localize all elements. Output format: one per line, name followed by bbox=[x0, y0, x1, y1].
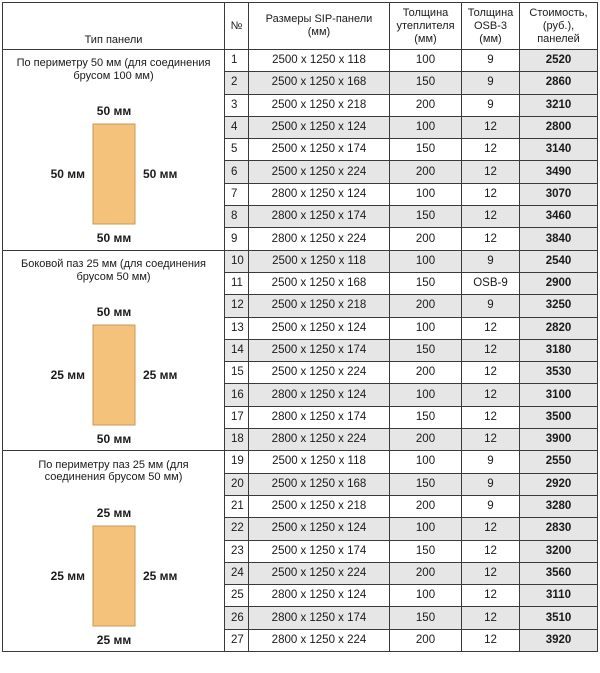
cell-panel-size: 2800 x 1250 x 124 bbox=[249, 183, 390, 205]
cell-insulation: 100 bbox=[390, 317, 462, 339]
panel-type-group-1 bbox=[3, 50, 225, 251]
cell-cost: 2830 bbox=[520, 518, 598, 540]
cell-cost: 3280 bbox=[520, 495, 598, 517]
cell-number: 9 bbox=[225, 228, 249, 250]
cell-osb: 9 bbox=[462, 72, 520, 94]
cell-panel-size: 2500 x 1250 x 224 bbox=[249, 362, 390, 384]
cell-panel-size: 2800 x 1250 x 174 bbox=[249, 607, 390, 629]
header-cost bbox=[520, 3, 598, 50]
panel-profile-diagram bbox=[14, 496, 214, 646]
dimension-label-right: 50 мм bbox=[142, 167, 177, 182]
cell-cost: 3460 bbox=[520, 206, 598, 228]
cell-cost: 3140 bbox=[520, 139, 598, 161]
header-insulation-line1: Толщина bbox=[402, 6, 449, 19]
cell-cost: 2550 bbox=[520, 451, 598, 473]
cell-panel-size: 2500 x 1250 x 168 bbox=[249, 272, 390, 294]
cell-panel-size: 2500 x 1250 x 168 bbox=[249, 473, 390, 495]
cell-cost: 3110 bbox=[520, 585, 598, 607]
cell-cost: 3250 bbox=[520, 295, 598, 317]
header-insulation bbox=[390, 3, 462, 50]
cell-cost: 3530 bbox=[520, 362, 598, 384]
cell-osb: 12 bbox=[462, 429, 520, 451]
cell-insulation: 150 bbox=[390, 206, 462, 228]
header-osb-line3: (мм) bbox=[479, 32, 502, 45]
header-size bbox=[249, 3, 390, 50]
cell-osb: 9 bbox=[462, 50, 520, 72]
cell-number: 14 bbox=[225, 339, 249, 361]
cell-cost: 3920 bbox=[520, 629, 598, 651]
cell-insulation: 150 bbox=[390, 473, 462, 495]
cell-number: 17 bbox=[225, 406, 249, 428]
panel-profile-svg bbox=[14, 496, 214, 646]
cell-number: 4 bbox=[225, 116, 249, 138]
cell-panel-size: 2800 x 1250 x 224 bbox=[249, 228, 390, 250]
cell-insulation: 150 bbox=[390, 72, 462, 94]
cell-cost: 2860 bbox=[520, 72, 598, 94]
cell-cost: 3500 bbox=[520, 406, 598, 428]
cell-osb: 12 bbox=[462, 384, 520, 406]
cell-number: 16 bbox=[225, 384, 249, 406]
cell-insulation: 100 bbox=[390, 384, 462, 406]
cell-panel-size: 2500 x 1250 x 224 bbox=[249, 161, 390, 183]
table-body bbox=[3, 50, 598, 652]
cell-number: 8 bbox=[225, 206, 249, 228]
cell-panel-size: 2500 x 1250 x 218 bbox=[249, 94, 390, 116]
cell-number: 18 bbox=[225, 429, 249, 451]
cell-cost: 3560 bbox=[520, 562, 598, 584]
cell-panel-size: 2500 x 1250 x 218 bbox=[249, 295, 390, 317]
cell-panel-size: 2800 x 1250 x 224 bbox=[249, 429, 390, 451]
cell-number: 6 bbox=[225, 161, 249, 183]
header-cost-line1: Стоимость, bbox=[529, 6, 588, 19]
cell-number: 27 bbox=[225, 629, 249, 651]
cell-osb: 12 bbox=[462, 339, 520, 361]
cell-number: 25 bbox=[225, 585, 249, 607]
cell-osb: 12 bbox=[462, 607, 520, 629]
header-osb bbox=[462, 3, 520, 50]
cell-panel-size: 2500 x 1250 x 174 bbox=[249, 339, 390, 361]
panel-profile-svg bbox=[14, 94, 214, 244]
panel-profile-rect bbox=[93, 325, 135, 425]
cell-cost: 3200 bbox=[520, 540, 598, 562]
cell-panel-size: 2500 x 1250 x 124 bbox=[249, 518, 390, 540]
header-size-line2: (мм) bbox=[307, 26, 331, 38]
cell-number: 19 bbox=[225, 451, 249, 473]
cell-panel-size: 2800 x 1250 x 174 bbox=[249, 206, 390, 228]
cell-number: 3 bbox=[225, 94, 249, 116]
cell-osb: 12 bbox=[462, 116, 520, 138]
header-insulation-line2: утеплителя bbox=[396, 19, 455, 32]
cell-insulation: 150 bbox=[390, 339, 462, 361]
cell-panel-size: 2500 x 1250 x 118 bbox=[249, 50, 390, 72]
cell-insulation: 100 bbox=[390, 183, 462, 205]
cell-number: 12 bbox=[225, 295, 249, 317]
cell-insulation: 200 bbox=[390, 362, 462, 384]
cell-panel-size: 2500 x 1250 x 118 bbox=[249, 250, 390, 272]
table-header-row bbox=[3, 3, 598, 50]
panel-type-title: По периметру 50 мм (для соединения брусом 100 мм) bbox=[16, 57, 211, 82]
cell-number: 1 bbox=[225, 50, 249, 72]
dimension-label-right: 25 мм bbox=[142, 568, 177, 583]
cell-osb: 9 bbox=[462, 94, 520, 116]
dimension-label-bottom: 50 мм bbox=[96, 432, 131, 445]
cell-cost: 2540 bbox=[520, 250, 598, 272]
panel-profile-svg bbox=[14, 295, 214, 445]
cell-osb: 12 bbox=[462, 518, 520, 540]
cell-osb: 12 bbox=[462, 406, 520, 428]
dimension-label-top: 50 мм bbox=[96, 104, 131, 119]
cell-panel-size: 2500 x 1250 x 124 bbox=[249, 116, 390, 138]
cell-insulation: 200 bbox=[390, 629, 462, 651]
cell-number: 11 bbox=[225, 272, 249, 294]
cell-cost: 3490 bbox=[520, 161, 598, 183]
panel-type-title: Боковой паз 25 мм (для соединения брусом 50 мм) bbox=[20, 258, 206, 283]
cell-panel-size: 2500 x 1250 x 168 bbox=[249, 72, 390, 94]
cell-cost: 3900 bbox=[520, 429, 598, 451]
cell-osb: 12 bbox=[462, 562, 520, 584]
dimension-label-left: 25 мм bbox=[50, 568, 85, 583]
header-size-line1: Размеры SIP-панели bbox=[265, 13, 373, 25]
cell-panel-size: 2500 x 1250 x 174 bbox=[249, 540, 390, 562]
cell-osb: 12 bbox=[462, 183, 520, 205]
cell-number: 22 bbox=[225, 518, 249, 540]
cell-insulation: 150 bbox=[390, 607, 462, 629]
header-panel-type bbox=[3, 3, 225, 50]
cell-number: 13 bbox=[225, 317, 249, 339]
cell-insulation: 100 bbox=[390, 451, 462, 473]
dimension-label-left: 50 мм bbox=[50, 167, 85, 182]
cell-osb: 9 bbox=[462, 495, 520, 517]
cell-osb: 12 bbox=[462, 161, 520, 183]
cell-panel-size: 2800 x 1250 x 174 bbox=[249, 406, 390, 428]
cell-insulation: 150 bbox=[390, 272, 462, 294]
sip-panel-price-table bbox=[2, 2, 598, 652]
table-row bbox=[3, 250, 598, 272]
cell-number: 7 bbox=[225, 183, 249, 205]
header-osb-line2: OSB-3 bbox=[473, 19, 507, 32]
cell-panel-size: 2500 x 1250 x 174 bbox=[249, 139, 390, 161]
cell-cost: 3510 bbox=[520, 607, 598, 629]
panel-profile-diagram bbox=[14, 94, 214, 244]
cell-number: 21 bbox=[225, 495, 249, 517]
cell-cost: 3100 bbox=[520, 384, 598, 406]
cell-number: 10 bbox=[225, 250, 249, 272]
cell-insulation: 150 bbox=[390, 540, 462, 562]
cell-panel-size: 2800 x 1250 x 124 bbox=[249, 585, 390, 607]
panel-profile-rect bbox=[93, 124, 135, 224]
cell-panel-size: 2500 x 1250 x 118 bbox=[249, 451, 390, 473]
cell-number: 26 bbox=[225, 607, 249, 629]
cell-osb: 12 bbox=[462, 139, 520, 161]
cell-osb: 9 bbox=[462, 451, 520, 473]
cell-cost: 3210 bbox=[520, 94, 598, 116]
cell-number: 20 bbox=[225, 473, 249, 495]
cell-osb: 12 bbox=[462, 206, 520, 228]
cell-osb: 9 bbox=[462, 295, 520, 317]
cell-insulation: 150 bbox=[390, 139, 462, 161]
cell-number: 15 bbox=[225, 362, 249, 384]
header-cost-line3: панелей bbox=[537, 32, 580, 45]
cell-insulation: 200 bbox=[390, 429, 462, 451]
cell-insulation: 200 bbox=[390, 495, 462, 517]
cell-cost: 2820 bbox=[520, 317, 598, 339]
header-cost-line2: (руб.), bbox=[542, 19, 575, 32]
cell-osb: 12 bbox=[462, 317, 520, 339]
cell-insulation: 150 bbox=[390, 406, 462, 428]
cell-insulation: 200 bbox=[390, 161, 462, 183]
dimension-label-left: 25 мм bbox=[50, 368, 85, 382]
table-row bbox=[3, 50, 598, 72]
table-row bbox=[3, 451, 598, 473]
cell-insulation: 100 bbox=[390, 50, 462, 72]
cell-panel-size: 2500 x 1250 x 218 bbox=[249, 495, 390, 517]
cell-insulation: 200 bbox=[390, 295, 462, 317]
dimension-label-top: 50 мм bbox=[96, 305, 131, 319]
header-osb-line1: Толщина bbox=[467, 6, 514, 19]
cell-cost: 3180 bbox=[520, 339, 598, 361]
cell-insulation: 100 bbox=[390, 116, 462, 138]
cell-panel-size: 2500 x 1250 x 224 bbox=[249, 562, 390, 584]
cell-number: 5 bbox=[225, 139, 249, 161]
cell-cost: 2920 bbox=[520, 473, 598, 495]
cell-insulation: 200 bbox=[390, 228, 462, 250]
panel-profile-diagram bbox=[14, 295, 214, 445]
cell-osb: OSB-9 bbox=[462, 272, 520, 294]
cell-panel-size: 2800 x 1250 x 224 bbox=[249, 629, 390, 651]
cell-insulation: 100 bbox=[390, 250, 462, 272]
cell-osb: 12 bbox=[462, 362, 520, 384]
cell-cost: 3840 bbox=[520, 228, 598, 250]
cell-cost: 2800 bbox=[520, 116, 598, 138]
panel-type-title: По периметру паз 25 мм (для соединения брусом 50 мм) bbox=[38, 458, 189, 484]
header-insulation-line3: (мм) bbox=[414, 32, 437, 45]
cell-insulation: 200 bbox=[390, 94, 462, 116]
cell-osb: 12 bbox=[462, 228, 520, 250]
panel-type-group-2 bbox=[3, 250, 225, 451]
cell-osb: 12 bbox=[462, 585, 520, 607]
cell-number: 23 bbox=[225, 540, 249, 562]
cell-osb: 9 bbox=[462, 250, 520, 272]
panel-profile-rect bbox=[93, 526, 135, 626]
panel-type-group-3 bbox=[3, 451, 225, 652]
dimension-label-bottom: 25 мм bbox=[96, 632, 131, 646]
cell-number: 2 bbox=[225, 72, 249, 94]
cell-insulation: 200 bbox=[390, 562, 462, 584]
cell-osb: 9 bbox=[462, 473, 520, 495]
cell-cost: 3070 bbox=[520, 183, 598, 205]
dimension-label-right: 25 мм bbox=[142, 368, 177, 382]
cell-number: 24 bbox=[225, 562, 249, 584]
cell-panel-size: 2800 x 1250 x 124 bbox=[249, 384, 390, 406]
dimension-label-bottom: 50 мм bbox=[96, 231, 131, 245]
dimension-label-top: 25 мм bbox=[96, 505, 131, 520]
header-number bbox=[225, 3, 249, 50]
cell-insulation: 100 bbox=[390, 585, 462, 607]
cell-panel-size: 2500 x 1250 x 124 bbox=[249, 317, 390, 339]
cell-insulation: 100 bbox=[390, 518, 462, 540]
cell-osb: 12 bbox=[462, 540, 520, 562]
cell-osb: 12 bbox=[462, 629, 520, 651]
cell-cost: 2520 bbox=[520, 50, 598, 72]
header-number-label: № bbox=[230, 19, 243, 32]
cell-cost: 2900 bbox=[520, 272, 598, 294]
header-panel-type-label: Тип панели bbox=[84, 34, 143, 46]
